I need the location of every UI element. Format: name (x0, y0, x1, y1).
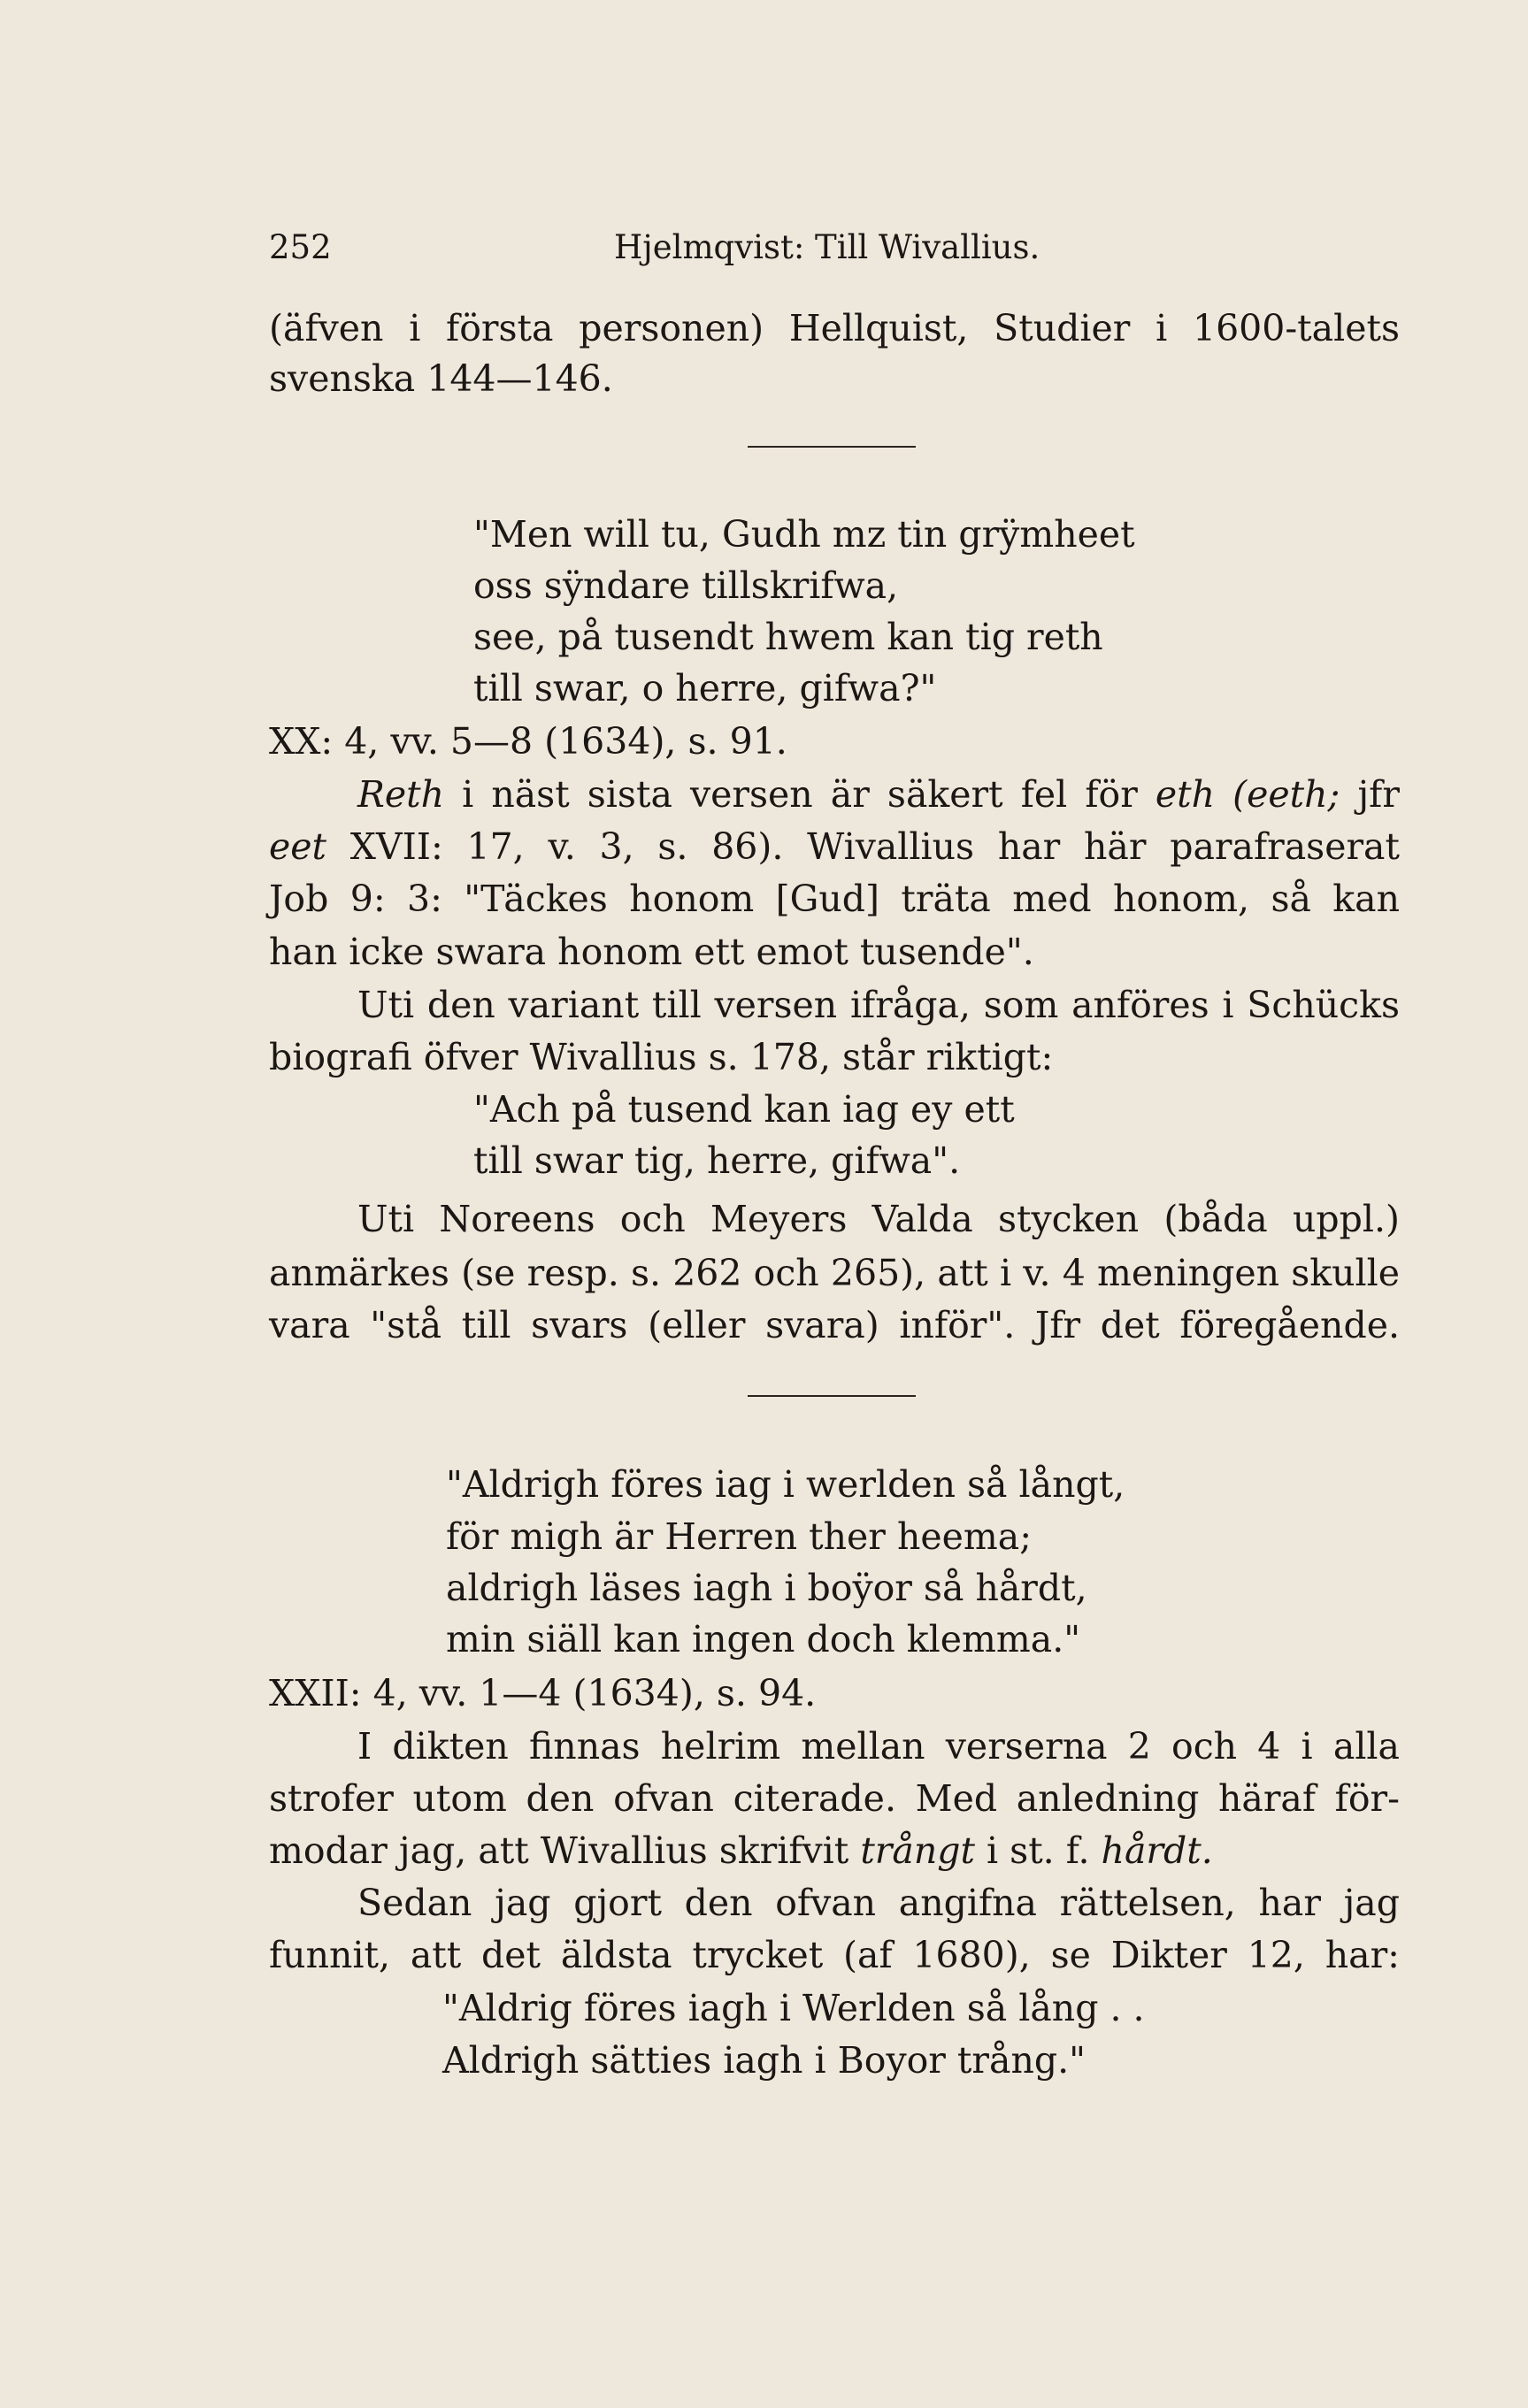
text-line: biografi öfver Wivallius s. 178, står riktigt: (269, 1036, 1054, 1078)
text-line (269, 822, 1400, 871)
poem-line: aldrigh läses iagh i boÿor så hårdt, (446, 1567, 1087, 1609)
running-title: Hjelmqvist: Till Wivallius. (614, 228, 1040, 266)
poem-line: oss sÿndare tillskrifwa, (473, 564, 899, 607)
quote-line: "Ach på tusend kan iag ey ett (473, 1088, 1015, 1131)
text-line: han icke swara honom ett emot tusende". (269, 931, 1034, 973)
text-line: (äfven i första personen) Hellquist, Studier i 1600-talets (269, 307, 1400, 349)
quote-line: Aldrigh sätties iagh i Boyor trång." (442, 2039, 1086, 2082)
poem-line: till swar, o herre, gifwa?" (473, 667, 937, 709)
text-line: anmärkes (se resp. s. 262 och 265), att i v. 4 meningen skulle (269, 1252, 1400, 1294)
reference-line: XX: 4, vv. 5—8 (1634), s. 91. (269, 720, 787, 763)
text-span: jfr (1357, 773, 1400, 816)
text-line: Sedan jag gjort den ofvan angifna rättelsen, har jag (357, 1882, 1400, 1924)
text-span: modar jag, att Wivallius skrifvit (269, 1829, 849, 1872)
text-line: svenska 144—146. (269, 357, 613, 400)
text-line: Job 9: 3: "Täckes honom [Gud] träta med honom, så kan (269, 878, 1400, 920)
poem-line: min siäll kan ingen doch klemma." (446, 1618, 1081, 1660)
quote-line: till swar tig, herre, gifwa". (473, 1139, 961, 1182)
text-line (357, 770, 1400, 819)
text-line (269, 1826, 1213, 1875)
text-line: strofer utom den ofvan citerade. Med anledning häraf för- (269, 1777, 1400, 1820)
page-number: 252 (269, 228, 332, 266)
text-line: Uti den variant till versen ifråga, som anföres i Schücks (357, 984, 1400, 1026)
poem-line: "Aldrigh föres iag i werlden så långt, (446, 1463, 1125, 1506)
section-divider (748, 446, 916, 448)
reference-line: XXII: 4, vv. 1—4 (1634), s. 94. (269, 1672, 817, 1714)
text-line: I dikten finnas helrim mellan verserna 2 och 4 i alla (357, 1725, 1400, 1768)
italic-word: trångt (860, 1829, 975, 1872)
poem-line: för migh är Herren ther heema; (446, 1515, 1033, 1558)
italic-word: eth (1155, 773, 1216, 816)
text-span: XVII: 17, v. 3, s. 86). Wivallius har här parafraserat (349, 825, 1400, 868)
italic-word: Reth (357, 773, 445, 816)
text-span: i st. f. (987, 1829, 1090, 1872)
quote-line: "Aldrig föres iagh i Werlden så lång . . (442, 1987, 1145, 2029)
text-line: vara "stå till svars (eller svara) inför". Jfr det föregående. (269, 1304, 1400, 1346)
text-line: Uti Noreens och Meyers Valda stycken (båda uppl.) (357, 1198, 1400, 1240)
poem-line: see, på tusendt hwem kan tig reth (473, 616, 1103, 658)
poem-line: "Men will tu, Gudh mz tin grÿmheet (473, 513, 1135, 556)
italic-word: eet (269, 825, 327, 868)
italic-word: (eeth; (1232, 773, 1340, 816)
text-line: funnit, att det äldsta trycket (af 1680), se Dikter 12, har: (269, 1934, 1400, 1976)
section-divider (748, 1395, 916, 1397)
text-span: i näst sista versen är säkert fel för (462, 773, 1138, 816)
italic-word: hårdt. (1101, 1829, 1213, 1872)
